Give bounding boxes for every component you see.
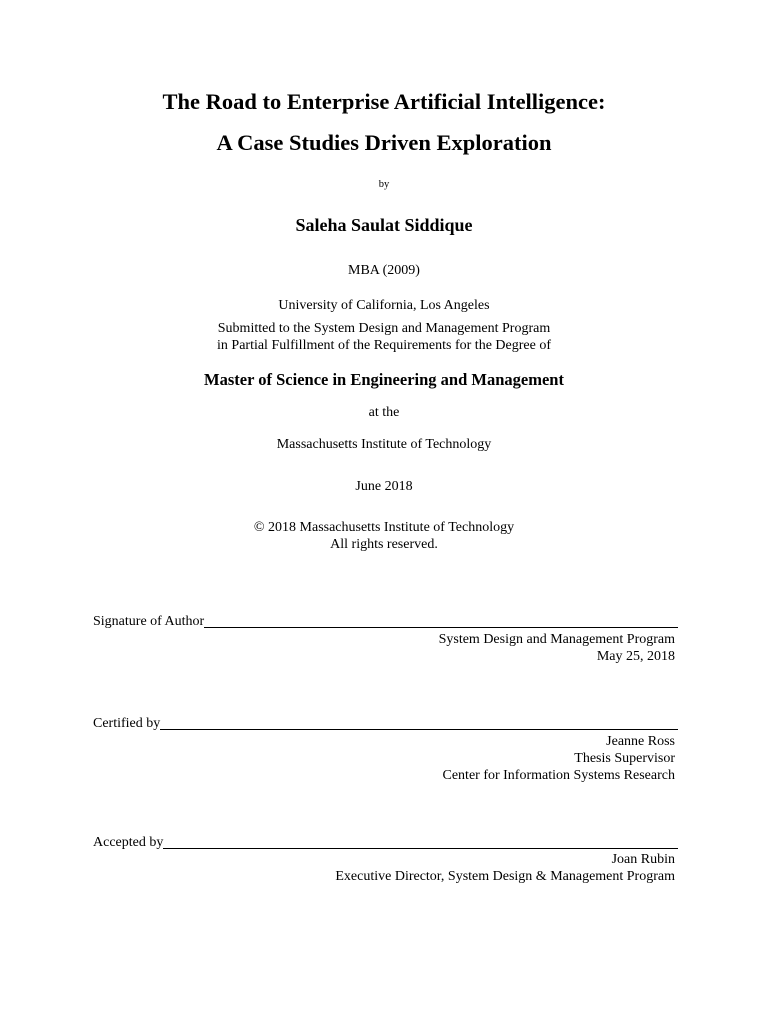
- title-line-2: A Case Studies Driven Exploration: [216, 130, 552, 155]
- author-signature-date: May 25, 2018: [596, 649, 675, 664]
- prior-institution: University of California, Los Angeles: [278, 298, 490, 313]
- submission-date: June 2018: [355, 479, 413, 494]
- accepted-by-row: [93, 835, 678, 851]
- at-the-text: at the: [368, 405, 400, 420]
- author-name: Saleha Saulat Siddique: [295, 215, 473, 235]
- author-signature-line: [204, 626, 678, 628]
- submission-line-1: Submitted to the System Design and Management Program: [217, 321, 551, 336]
- supervisor-center: Center for Information Systems Research: [442, 768, 675, 783]
- supervisor-title: Thesis Supervisor: [574, 751, 675, 766]
- title-line-1: The Road to Enterprise Artificial Intelligence:: [162, 89, 606, 114]
- institution-name: Massachusetts Institute of Technology: [276, 437, 492, 452]
- author-signature-program: System Design and Management Program: [438, 632, 675, 647]
- acceptor-name: Joan Rubin: [611, 852, 675, 867]
- certified-by-label: Certified by: [93, 716, 161, 731]
- copyright-line-2: All rights reserved.: [330, 537, 438, 552]
- submission-line-2: in Partial Fulfillment of the Requirements for the Degree of: [217, 338, 551, 353]
- accepted-by-line: [163, 847, 678, 849]
- certified-by-line: [160, 728, 678, 730]
- prior-degree: MBA (2009): [348, 263, 420, 278]
- accepted-by-label: Accepted by: [93, 835, 164, 850]
- degree-name: Master of Science in Engineering and Management: [204, 370, 564, 389]
- author-signature-label: Signature of Author: [93, 614, 205, 629]
- copyright-line-1: © 2018 Massachusetts Institute of Technology: [253, 520, 515, 535]
- acceptor-title: Executive Director, System Design & Management Program: [335, 869, 675, 884]
- author-signature-row: [93, 614, 678, 630]
- by-text: by: [378, 179, 390, 190]
- supervisor-name: Jeanne Ross: [606, 734, 675, 749]
- certified-by-row: [93, 716, 678, 732]
